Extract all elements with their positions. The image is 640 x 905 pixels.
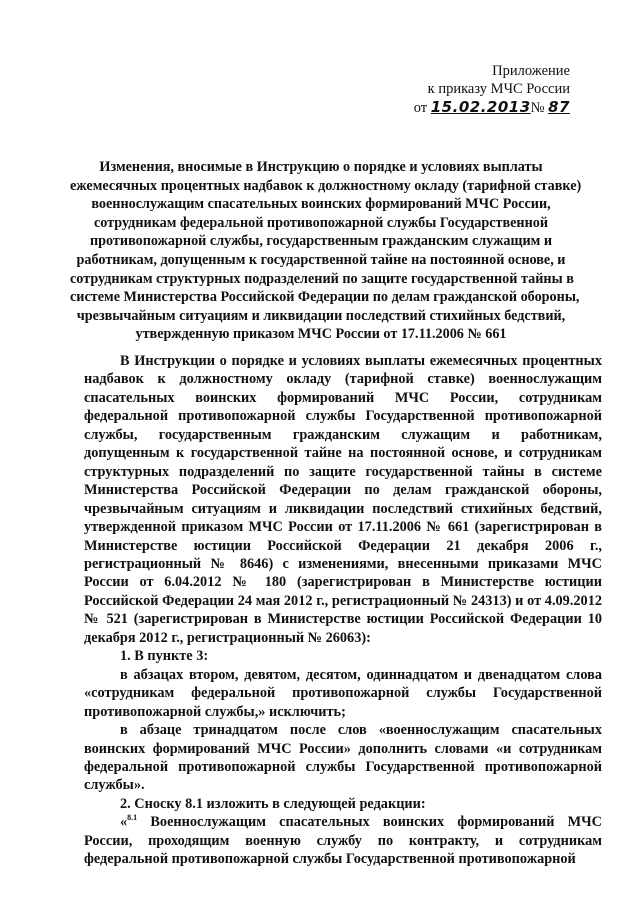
appendix-label: Приложение — [492, 63, 570, 79]
title-line: сотрудникам структурных подразделений по защите государственной тайны в — [70, 270, 574, 287]
item2-heading: 2. Сноску 8.1 изложить в следующей редакции: — [120, 795, 426, 812]
title-line: работникам, допущенным к государственной тайне на постоянной основе, и — [76, 251, 566, 268]
intro-paragraph: В Инструкции о порядке и условиях выплаты ежемесячных процентных надбавок к должностному окладу (тарифной ставке) военнослужащим спасательных воинских формирований МЧС России, сотрудникам федеральной противопожарной службы Государственной противопожарной службы, государственным гражданским служащим и работникам, допущенным к государственной тайне на постоянной основе, и сотрудникам структурных подразделений по защите государственной тайны в системе Министерства Российской Федерации по делам гражданской обороны, чрезвычайным ситуациям и ликвидации последствий стихийных бедствий, утвержденной приказом МЧС России от 17.11.2006 № 661 (зарегистрирован в Министерстве юстиции Российской Федерации 21 декабря 2006 г., регистрационный № 8646) с изменениями, внесенными приказами МЧС России от 6.04.2012 № 180 (зарегистрирован в Министерстве юстиции Российской Федерации 24 мая 2012 г., регистрационный № 24313) и от 4.09.2012 № 521 (зарегистрирован в Министерстве юстиции Российской Федерации 10 декабря 2012 г., регистрационный № 26063): — [84, 353, 602, 646]
item1-paragraph-1: в абзацах втором, девятом, десятом, одиннадцатом и двенадцатом слова «сотрудникам федеральной противопожарной службы Государственной противопожарной службы,» исключить; — [84, 666, 602, 720]
footnote-paragraph — [84, 813, 602, 868]
title-line: утвержденную приказом МЧС России от 17.11.2006 № 661 — [135, 326, 507, 343]
appendix-date-line — [370, 98, 570, 117]
title-line: чрезвычайным ситуациям и ликвидации последствий стихийных бедствий, — [76, 307, 566, 324]
footnote-marker: 8.1 — [127, 813, 138, 823]
title-line: военнослужащим спасательных воинских формирований МЧС России, — [91, 196, 551, 213]
number-sign: № — [530, 100, 545, 116]
footnote-open-quote: « — [120, 814, 128, 831]
item1-paragraph-2: в абзаце тринадцатом после слов «военнослужащим спасательных воинских формирований МЧС России» дополнить словами «и сотрудникам федеральной противопожарной службы Государственной противопожарной службы». — [84, 722, 602, 794]
handwritten-date: 15.02.2013 — [430, 98, 531, 116]
item1-heading: 1. В пункте 3: — [120, 648, 209, 665]
handwritten-number: 87 — [548, 98, 570, 116]
title-line: сотрудникам федеральной противопожарной службы Государственной — [93, 214, 549, 231]
appendix-order-ref: к приказу МЧС России — [427, 81, 570, 97]
footnote-text: Военнослужащим спасательных воинских формирований МЧС России, проходящим военную службу по контракту, и сотрудникам федеральной противопожарной службы Государственной противопожарной — [84, 814, 602, 868]
appendix-from-prefix: от — [413, 100, 428, 116]
title-line: Изменения, вносимые в Инструкцию о порядке и условиях выплаты — [99, 159, 543, 175]
appendix-header — [370, 62, 570, 117]
document-body — [84, 352, 602, 869]
document-title — [70, 158, 582, 344]
title-line: системе Министерства Российской Федерации по делам гражданской обороны, — [70, 289, 580, 306]
title-line: противопожарной службы, государственным гражданским служащим и — [89, 233, 553, 250]
title-line: ежемесячных процентных надбавок к должностному окладу (тарифной ставке) — [70, 177, 582, 194]
